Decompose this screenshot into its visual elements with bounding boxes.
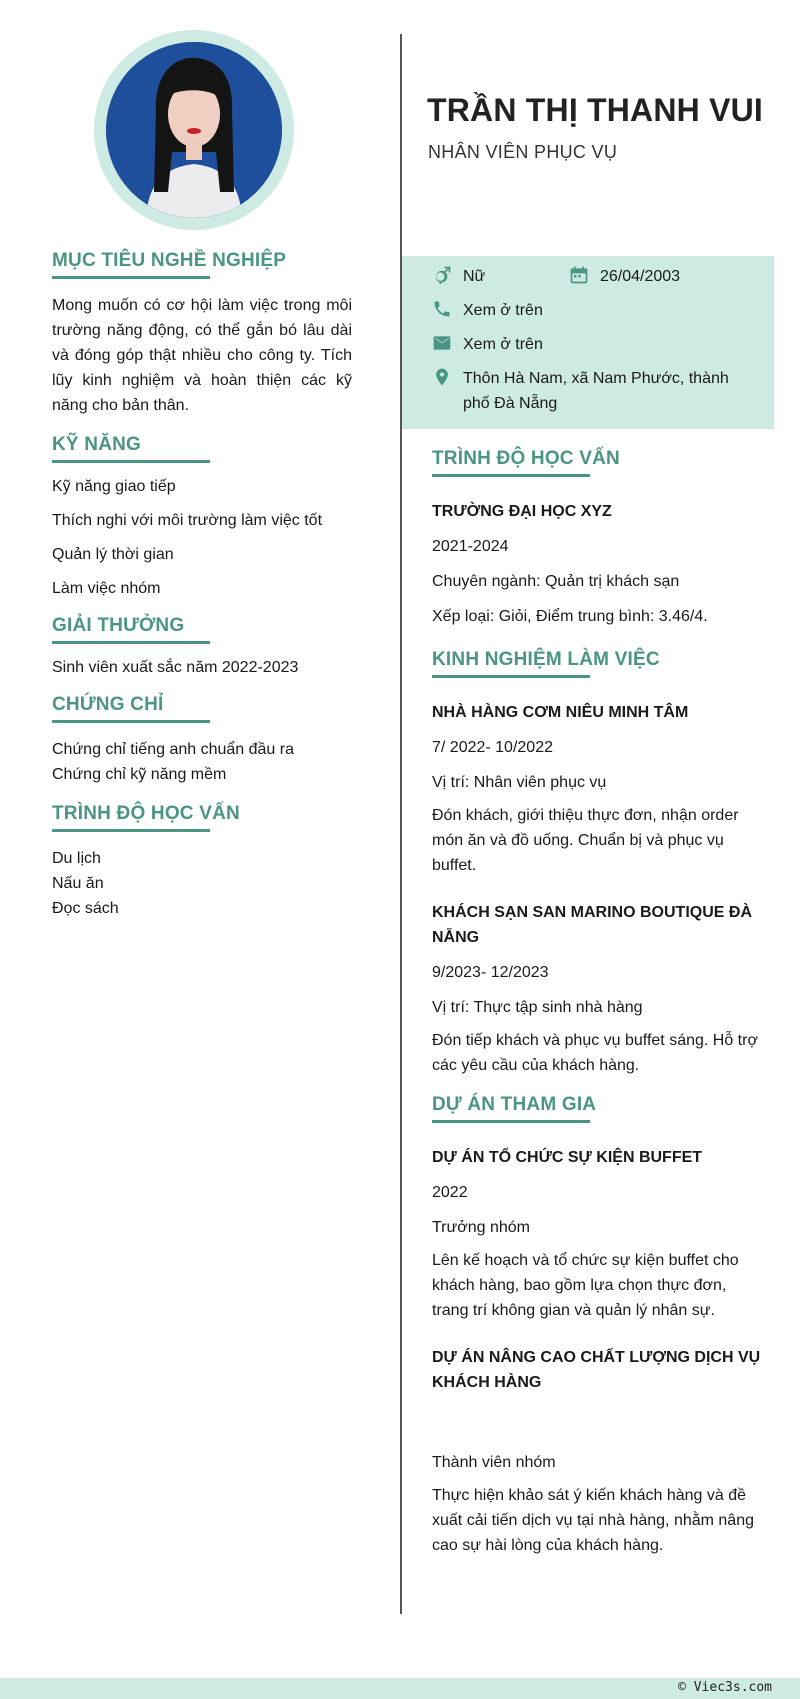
phone-icon xyxy=(432,299,454,321)
objective-title: MỤC TIÊU NGHỀ NGHIỆP xyxy=(52,250,352,279)
contact-gender xyxy=(432,264,485,289)
project-name: DỰ ÁN TỔ CHỨC SỰ KIỆN BUFFET xyxy=(432,1149,703,1166)
project-name: DỰ ÁN NÂNG CAO CHẤT LƯỢNG DỊCH VỤ KHÁCH HÀNG xyxy=(432,1349,761,1391)
birthday-value: 26/04/2003 xyxy=(600,268,681,285)
calendar-icon xyxy=(569,265,591,287)
project-desc: Lên kế hoạch và tổ chức sự kiện buffet cho khách hàng, bao gồm lựa chọn thực đơn, trang trí không gian và quản lý nhân sự. xyxy=(432,1252,739,1319)
projects-section xyxy=(432,1094,762,1558)
contact-box xyxy=(402,256,774,429)
project-role: Trưởng nhóm xyxy=(432,1219,530,1236)
contact-email[interactable] xyxy=(432,332,543,357)
project-period xyxy=(432,1405,762,1430)
awards-title: GIẢI THƯỞNG xyxy=(52,615,352,644)
left-column xyxy=(52,250,352,937)
project-item xyxy=(432,1345,762,1558)
mail-icon xyxy=(432,333,454,355)
project-item xyxy=(432,1145,762,1323)
objective-section xyxy=(52,250,352,418)
objective-text: Mong muốn có cơ hội làm việc trong môi trường năng động, có thể gắn bó lâu dài và đóng góp thật nhiều cho công ty. Tích lũy kinh nghiệm và hoàn thiện các kỹ năng cho bản thân. xyxy=(52,297,352,414)
experience-section xyxy=(432,649,762,1078)
project-role: Thành viên nhóm xyxy=(432,1454,556,1471)
skill-item: Kỹ năng giao tiếp xyxy=(52,478,176,495)
skill-item: Làm việc nhóm xyxy=(52,580,161,597)
experience-item xyxy=(432,900,762,1078)
contact-phone[interactable] xyxy=(432,298,543,323)
hobbies-section xyxy=(52,803,352,921)
experience-position: Vị trí: Thực tập sinh nhà hàng xyxy=(432,999,643,1016)
location-icon xyxy=(432,367,454,389)
footer-bar xyxy=(0,1678,800,1699)
avatar xyxy=(106,42,282,218)
hobby-item: Nấu ăn xyxy=(52,875,104,892)
contact-address xyxy=(432,366,752,416)
candidate-name: TRẦN THỊ THANH VUI xyxy=(427,92,764,128)
email-value: Xem ở trên xyxy=(463,336,543,353)
phone-value: Xem ở trên xyxy=(463,302,543,319)
projects-title: DỰ ÁN THAM GIA xyxy=(432,1094,762,1123)
education-period: 2021-2024 xyxy=(432,538,509,555)
experience-org: KHÁCH SẠN SAN MARINO BOUTIQUE ĐÀ NẴNG xyxy=(432,904,752,946)
avatar-photo xyxy=(106,42,282,218)
experience-position: Vị trí: Nhân viên phục vụ xyxy=(432,774,607,791)
experience-org: NHÀ HÀNG CƠM NIÊU MINH TÂM xyxy=(432,704,689,721)
school-name: TRƯỜNG ĐẠI HỌC XYZ xyxy=(432,503,612,520)
education-grade: Xếp loại: Giỏi, Điểm trung bình: 3.46/4. xyxy=(432,608,708,625)
education-title: TRÌNH ĐỘ HỌC VẤN xyxy=(432,448,762,477)
awards-section xyxy=(52,615,352,678)
experience-period: 9/2023- 12/2023 xyxy=(432,964,549,981)
certificates-title: CHỨNG CHỈ xyxy=(52,694,352,723)
education-section xyxy=(432,448,762,629)
project-desc: Thực hiện khảo sát ý kiến khách hàng và đề xuất cải tiến dịch vụ tại nhà hàng, nhằm nâng cao sự hài lòng của khách hàng. xyxy=(432,1487,754,1554)
hobbies-title: TRÌNH ĐỘ HỌC VẤN xyxy=(52,803,352,832)
skills-section xyxy=(52,434,352,599)
hobby-item: Du lịch xyxy=(52,850,101,867)
experience-period: 7/ 2022- 10/2022 xyxy=(432,739,553,756)
candidate-role: NHÂN VIÊN PHỤC VỤ xyxy=(428,142,618,162)
certificates-section xyxy=(52,694,352,787)
experience-desc: Đón tiếp khách và phục vụ buffet sáng. Hỗ trợ các yêu cầu của khách hàng. xyxy=(432,1032,758,1074)
certificate-item: Chứng chỉ tiếng anh chuẩn đầu ra xyxy=(52,741,294,758)
education-major: Chuyên ngành: Quản trị khách sạn xyxy=(432,573,680,590)
address-value: Thôn Hà Nam, xã Nam Phước, thành phố Đà Nẵng xyxy=(463,370,729,412)
award-item: Sinh viên xuất sắc năm 2022-2023 xyxy=(52,659,299,676)
project-period: 2022 xyxy=(432,1184,468,1201)
experience-title: KINH NGHIỆM LÀM VIỆC xyxy=(432,649,762,678)
skills-title: KỸ NĂNG xyxy=(52,434,352,463)
gender-icon xyxy=(432,265,454,287)
footer-credit[interactable]: © Viec3s.com xyxy=(678,1680,772,1695)
gender-value: Nữ xyxy=(463,268,486,285)
right-column xyxy=(432,448,762,1570)
experience-desc: Đón khách, giới thiệu thực đơn, nhận order món ăn và đồ uống. Chuẩn bị và phục vụ buffet. xyxy=(432,807,739,874)
skill-item: Thích nghi với môi trường làm việc tốt xyxy=(52,512,323,529)
hobby-item: Đọc sách xyxy=(52,900,119,917)
experience-item xyxy=(432,700,762,878)
skill-item: Quản lý thời gian xyxy=(52,546,174,563)
certificate-item: Chứng chỉ kỹ năng mềm xyxy=(52,766,227,783)
contact-birthday xyxy=(569,264,680,289)
